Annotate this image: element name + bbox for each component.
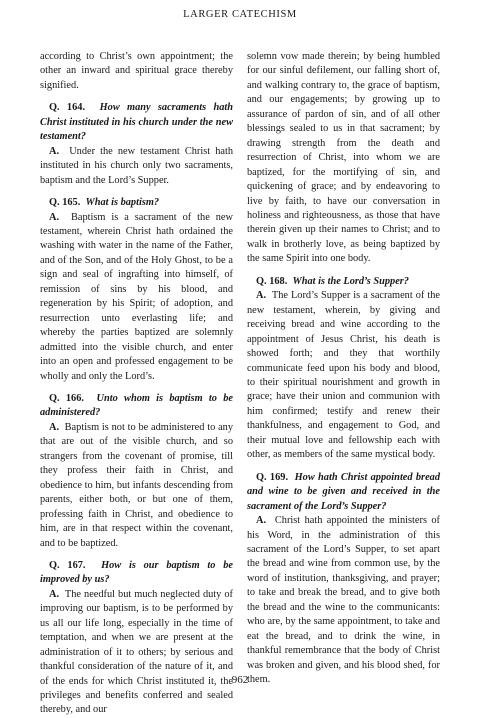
answer-text: Under the new testament Christ hath instituted in his church only two sacraments, baptism and the Lord’s Supper. xyxy=(40,145,233,186)
answer-text: Christ hath appointed the ministers of his Word, in the administration of this sacrament of the Lord’s Supper, to set apart the bread and wine from common use, by the word of institution, thanksgiving, and prayer; to take and break the bread, and to give both the bread and the wine to the communicants: who are, by the same appointment, to take and eat the bread, and to drink the wine, in thankful remembrance that the body of Christ was broken and given, and his blood shed, for them. xyxy=(247,515,441,686)
left-column xyxy=(40,50,234,716)
answer-label: A. xyxy=(49,145,60,157)
answer-text: The Lord’s Supper is a sacrament of the new testament, wherein, by giving and receiving bread and wine according to the appointment of Jesus Christ, his death is showed forth; and they that worthily communicate feed upon his body and blood, to their spiritual nourishment and growth in grace; have their union and communion with him confirmed; testify and renew their thankfulness, and engagement to God, and their mutual love and fellowship each with other, as members of the same mystical body. xyxy=(247,290,440,461)
answer-text: Baptism is a sacrament of the new testament, wherein Christ hath ordained the washing with water in the name of the Father, and of the Son, and of the Holy Ghost, to be a sign and seal of ingrafting into himself, of remission of sins by his blood, and regeneration by his Spirit; of adoption, and resurrection unto everlasting life; and whereby the parties baptized are solemnly admitted into the visible church, and enter into an open and professed engagement to be wholly and only the Lord’s. xyxy=(40,211,233,382)
answer-label: A. xyxy=(49,211,60,223)
question-number: Q. 167. xyxy=(49,559,86,571)
question-166 xyxy=(40,392,233,421)
question-text: Unto whom is baptism to be administered? xyxy=(40,392,233,419)
page-number: 962 xyxy=(231,674,249,686)
answer-165 xyxy=(40,211,233,384)
question-text: What is the Lord’s Supper? xyxy=(292,275,409,287)
running-header: LARGER CATECHISM xyxy=(183,9,297,20)
question-text: How is our baptism to be improved by us? xyxy=(40,559,234,586)
answer-168 xyxy=(247,289,440,462)
question-168 xyxy=(247,275,440,289)
question-167 xyxy=(40,559,233,588)
question-169 xyxy=(247,471,440,514)
answer-text: The needful but much neglected duty of improving our baptism, is to be performed by us all our life long, especially in the time of temptation, and when we are present at the administration of it to others; by serious and thankful consideration of the nature of it, and of the ends for which Christ instituted it, the privileges and benefits conferred and sealed thereby, and our xyxy=(40,588,233,716)
answer-label: A. xyxy=(49,421,60,433)
question-number: Q. 165. xyxy=(49,197,81,209)
question-text: What is baptism? xyxy=(85,197,160,209)
question-number: Q. 164. xyxy=(49,102,86,114)
answer-label: A. xyxy=(49,588,60,600)
question-text: How many sacraments hath Christ instituted in his church under the new testament? xyxy=(40,102,234,143)
answer-label: A. xyxy=(256,515,267,527)
answer-166 xyxy=(40,421,233,551)
question-text: How hath Christ appointed bread and wine to be given and received in the sacrament of the Lord’s Supper? xyxy=(247,471,441,512)
answer-label: A. xyxy=(256,290,267,302)
question-number: Q. 169. xyxy=(256,471,289,483)
answer-169 xyxy=(247,514,440,687)
continuation-text: according to Christ’s own appointment; the other an inward and spiritual grace thereby signified. xyxy=(40,51,233,91)
answer-167 xyxy=(40,588,233,718)
question-number: Q. 168. xyxy=(256,275,288,287)
question-number: Q. 166. xyxy=(49,392,84,404)
continuation-text: solemn vow made therein; by being humbled for our sinful defilement, our falling short of, and walking contrary to, the grace of baptism, and our engagements; by growing up to assurance of pardon of sin, and of all other blessings sealed to us in that sacrament; by drawing strength from the death and resurrection of Christ, into whom we are baptized, for the mortifying of sin, and quickening of grace; and by endeavoring to live by faith, to have our conversation in holiness and righteousness, as those that have therein given up their names to Christ; and to walk in brotherly love, as being baptized by the same Spirit into one body. xyxy=(247,51,440,265)
answer-text: Baptism is not to be administered to any that are out of the visible church, and so strangers from the covenant of promise, till they profess their faith in Christ, and obedience to him, but infants descending from parents, either both, or but one of them, professing faith in Christ, and obedience to him, are in that respect within the covenant, and to be baptized. xyxy=(40,421,234,549)
answer-164 xyxy=(40,145,233,188)
right-column xyxy=(247,50,441,686)
question-165 xyxy=(40,196,233,210)
question-164 xyxy=(40,101,233,144)
